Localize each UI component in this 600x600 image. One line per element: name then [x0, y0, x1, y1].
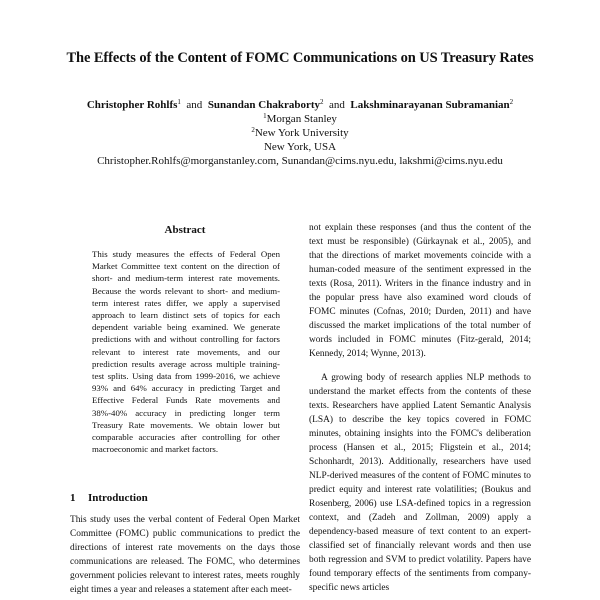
affiliation-1-name: Morgan Stanley: [266, 113, 337, 125]
author-1: Christopher Rohlfs: [86, 99, 178, 111]
author-3: Lakshminarayanan Subramanian: [350, 99, 510, 111]
author-2: Sunandan Chakraborty: [207, 99, 320, 111]
affiliation-2: [0, 126, 600, 140]
affiliation-1: [0, 112, 600, 126]
intro-paragraph: This study uses the verbal content of Federal Open Market Committee (FOMC) public communications to predict the directions of interest rate movements on the days those communications are released. The FOMC, who determines government policies relevant to interest rates, meets roughly eight times a year and releases a statement after each meet-: [70, 515, 300, 595]
abstract-body: [92, 248, 280, 455]
section-heading-introduction: [70, 492, 148, 504]
right-column: [309, 221, 531, 595]
author-3-affil-mark: 2: [509, 98, 514, 106]
author-2-affil-mark: 2: [320, 98, 324, 106]
right-column-paragraph-2: A growing body of research applies NLP methods to understand the market effects from the contents of these texts. Researchers have applied Latent Semantic Analysis (LSA) to describe the key topics covered in FOMC minutes, obtaining insights into the FOMC's deliberation process (Hansen et al., 2015; Fligstein et al., 2014; Schonhardt, 2013). Additionally, researchers have used NLP-derived measures of the content of FOMC minutes to predict equity and interest rate volatilities; (Boukus and Rosenberg, 2006) use LSA-defined topics in a regression context, and (Zadeh and Zollman, 2009) apply a dependency-based measure of text content to an expert-classified set of financially relevant words and then use both regression and SVM to predict volatility. Papers have found temporary effects of the sentiments from company-specific news articles: [309, 373, 531, 593]
affiliation-1-mark: 1: [263, 112, 267, 120]
introduction-body: [70, 513, 300, 597]
right-column-paragraph-1: not explain these responses (and thus the content of the text must be responsible) (Gürkaynak et al., 2005), and that the directions of market movements coincide with a human-coded measure of the sentiment expressed in the texts (Rosa, 2011). Writers in the finance industry and in the popular press have also examined word clouds of FOMC minutes (Cofnas, 2010; Durden, 2011) and have discussed the market implications of the total number of words included in FOMC minutes (Fitz-gerald, 2014; Kennedy, 2014; Wynne, 2013).: [309, 223, 531, 359]
author-1-affil-mark: 1: [177, 98, 181, 106]
author-names: [0, 98, 600, 112]
author-and-2: and: [329, 99, 345, 111]
abstract-text: This study measures the effects of Federal Open Market Committee text content on the direction of short- and medium-term interest rate movements. Because the words relevant to short- and medium-term interest rates differ, we apply a supervised approach to learn distinct sets of topics for each dependent variable being examined. We generate predictions with and without controlling for factors relevant to interest rate movements, and our prediction results average across multiple training-test splits. Using data from 1999-2016, we achieve 93% and 64% accuracy in predicting Target and Effective Federal Funds Rate movements and 38%-40% accuracy in predicting longer term Treasury Rate movements. We obtain lower but comparable accuracies after controlling for other macroeconomic and market factors.: [92, 249, 280, 455]
section-number: 1: [70, 492, 76, 504]
affiliation-location: New York, USA: [263, 141, 337, 153]
author-emails: Christopher.Rohlfs@morganstanley.com, Sunandan@cims.nyu.edu, lakshmi@cims.nyu.edu: [97, 155, 503, 167]
abstract-heading: Abstract: [164, 224, 206, 236]
author-and-1: and: [186, 99, 203, 111]
section-title: Introduction: [88, 492, 148, 504]
affiliation-2-name: New York University: [254, 127, 349, 139]
paper-title: The Effects of the Content of FOMC Communications on US Treasury Rates: [66, 50, 534, 66]
author-block: [0, 98, 600, 168]
affiliation-2-mark: 2: [251, 126, 255, 134]
